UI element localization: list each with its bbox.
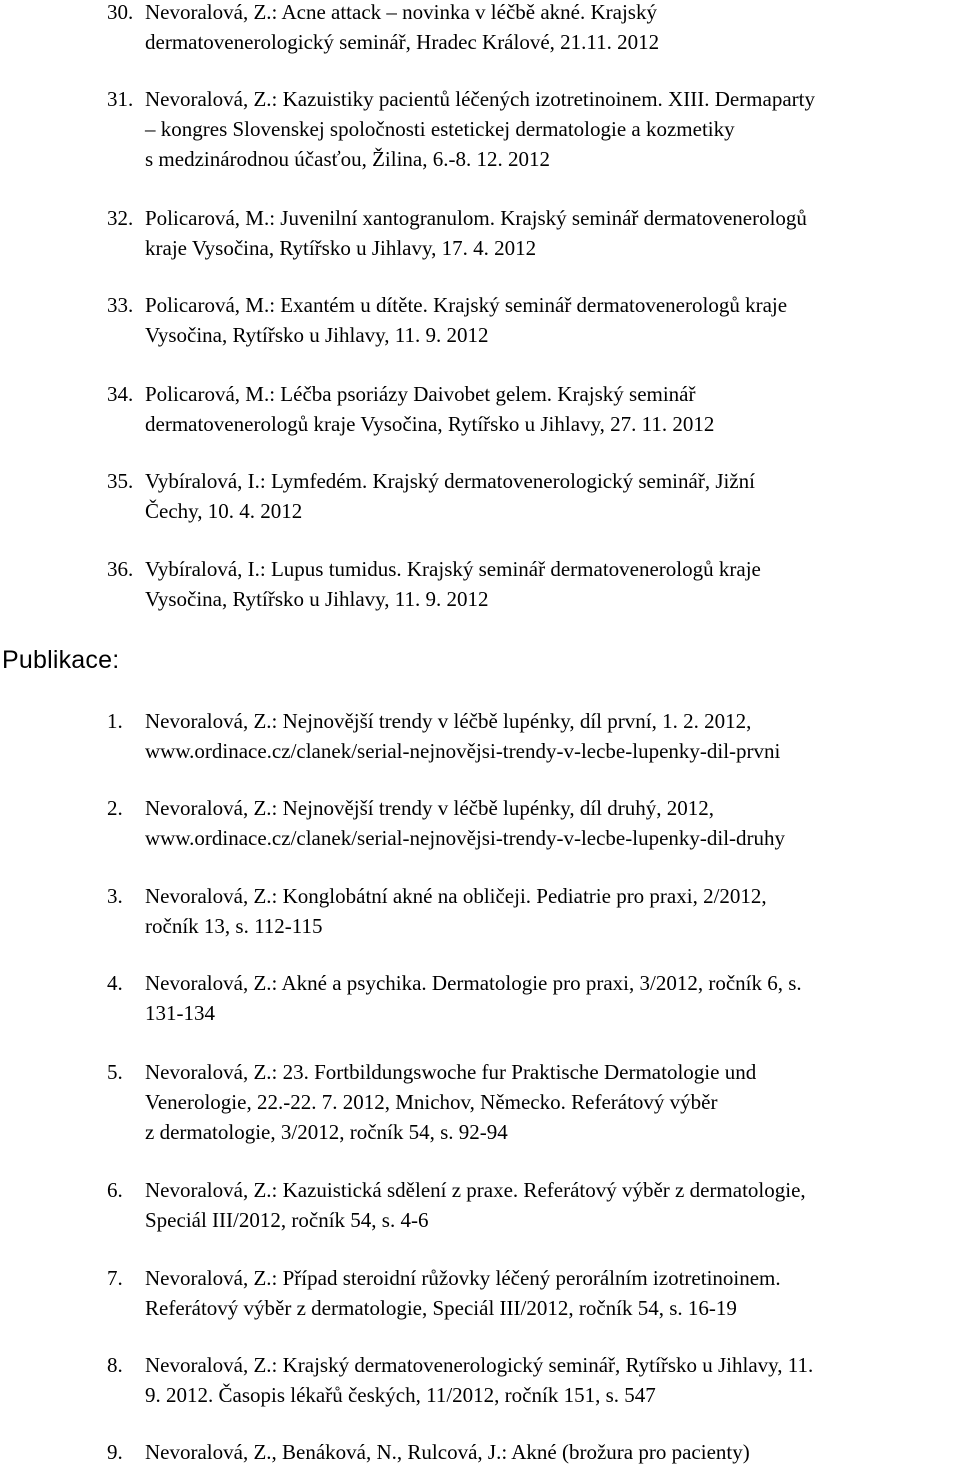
item-number: 8. [107, 1353, 123, 1377]
item-number: 3. [107, 884, 123, 908]
publication-item-9 [107, 1437, 957, 1467]
item-line: 131-134 [145, 1001, 215, 1025]
item-line: – kongres Slovenskej spoločnosti estetickej dermatologie a kozmetiky [145, 117, 735, 141]
item-line: kraje Vysočina, Rytířsko u Jihlavy, 17. 4. 2012 [145, 236, 537, 260]
item-line: Policarová, M.: Léčba psoriázy Daivobet gelem. Krajský seminář [145, 382, 696, 406]
item-line: www.ordinace.cz/clanek/serial-nejnovějsi-trendy-v-lecbe-lupenky-dil-druhy [145, 826, 786, 850]
item-line: Nevoralová, Z.: 23. Fortbildungswoche fur Praktische Dermatologie und [145, 1060, 757, 1084]
item-line: Nevoralová, Z.: Akné a psychika. Dermatologie pro praxi, 3/2012, ročník 6, s. [145, 971, 802, 995]
item-number: 33. [107, 293, 134, 317]
presentation-item-32 [107, 203, 957, 263]
publications-section-label: Publikace: [2, 646, 120, 674]
presentation-item-35 [107, 466, 957, 526]
item-line: Nevoralová, Z.: Krajský dermatovenerologický seminář, Rytířsko u Jihlavy, 11. [145, 1353, 814, 1377]
item-number: 36. [107, 557, 134, 581]
publication-item-8 [107, 1350, 957, 1410]
item-line: Nevoralová, Z.: Případ steroidní růžovky léčený perorálním izotretinoinem. [145, 1266, 781, 1290]
item-line: Nevoralová, Z.: Nejnovější trendy v léčbě lupénky, díl druhý, 2012, [145, 796, 714, 820]
publication-item-2 [107, 793, 957, 853]
presentation-item-33 [107, 290, 957, 350]
item-line: Nevoralová, Z.: Nejnovější trendy v léčbě lupénky, díl první, 1. 2. 2012, [145, 709, 752, 733]
publication-item-6 [107, 1175, 957, 1235]
item-number: 34. [107, 382, 134, 406]
item-line: Referátový výběr z dermatologie, Speciál III/2012, ročník 54, s. 16-19 [145, 1296, 737, 1320]
item-number: 4. [107, 971, 123, 995]
item-number: 32. [107, 206, 134, 230]
item-line: Vysočina, Rytířsko u Jihlavy, 11. 9. 2012 [145, 323, 489, 347]
item-line: dermatovenerologický seminář, Hradec Králové, 21.11. 2012 [145, 30, 660, 54]
item-line: Policarová, M.: Juvenilní xantogranulom. Krajský seminář dermatovenerologů [145, 206, 807, 230]
item-line: Nevoralová, Z.: Kazuistická sdělení z praxe. Referátový výběr z dermatologie, [145, 1178, 806, 1202]
publication-item-7 [107, 1263, 957, 1323]
item-number: 5. [107, 1060, 123, 1084]
item-line: dermatovenerologů kraje Vysočina, Rytířsko u Jihlavy, 27. 11. 2012 [145, 412, 715, 436]
publication-item-4 [107, 968, 957, 1028]
item-line: Vysočina, Rytířsko u Jihlavy, 11. 9. 2012 [145, 587, 489, 611]
item-line: Nevoralová, Z.: Acne attack – novinka v léčbě akné. Krajský [145, 0, 657, 24]
item-number: 2. [107, 796, 123, 820]
item-line: Vybíralová, I.: Lymfedém. Krajský dermatovenerologický seminář, Jižní [145, 469, 755, 493]
item-number: 31. [107, 87, 134, 111]
publication-item-3 [107, 881, 957, 941]
presentation-item-36 [107, 554, 957, 614]
item-line: Speciál III/2012, ročník 54, s. 4-6 [145, 1208, 429, 1232]
item-line: Vybíralová, I.: Lupus tumidus. Krajský seminář dermatovenerologů kraje [145, 557, 761, 581]
item-line: z dermatologie, 3/2012, ročník 54, s. 92-94 [145, 1120, 508, 1144]
item-line: Nevoralová, Z.: Konglobátní akné na obličeji. Pediatrie pro praxi, 2/2012, [145, 884, 767, 908]
presentation-item-31 [107, 84, 957, 174]
item-line: Nevoralová, Z.: Kazuistiky pacientů léčených izotretinoinem. XIII. Dermaparty [145, 87, 815, 111]
presentation-item-34 [107, 379, 957, 439]
publication-item-1 [107, 706, 957, 766]
item-number: 1. [107, 709, 123, 733]
item-number: 7. [107, 1266, 123, 1290]
item-number: 35. [107, 469, 134, 493]
item-line: ročník 13, s. 112-115 [145, 914, 323, 938]
item-line: Čechy, 10. 4. 2012 [145, 499, 303, 523]
item-number: 6. [107, 1178, 123, 1202]
item-line: 9. 2012. Časopis lékařů českých, 11/2012, ročník 151, s. 547 [145, 1383, 656, 1407]
item-number: 30. [107, 0, 134, 24]
presentation-item-30 [107, 0, 957, 57]
item-number: 9. [107, 1440, 123, 1464]
item-line: Venerologie, 22.-22. 7. 2012, Mnichov, Německo. Referátový výběr [145, 1090, 718, 1114]
item-line: Nevoralová, Z., Benáková, N., Rulcová, J.: Akné (brožura pro pacienty) [145, 1440, 750, 1464]
item-line: s medzinárodnou účasťou, Žilina, 6.-8. 12. 2012 [145, 147, 550, 171]
item-line: www.ordinace.cz/clanek/serial-nejnovějsi-trendy-v-lecbe-lupenky-dil-prvni [145, 739, 781, 763]
item-line: Policarová, M.: Exantém u dítěte. Krajský seminář dermatovenerologů kraje [145, 293, 788, 317]
publication-item-5 [107, 1057, 957, 1147]
